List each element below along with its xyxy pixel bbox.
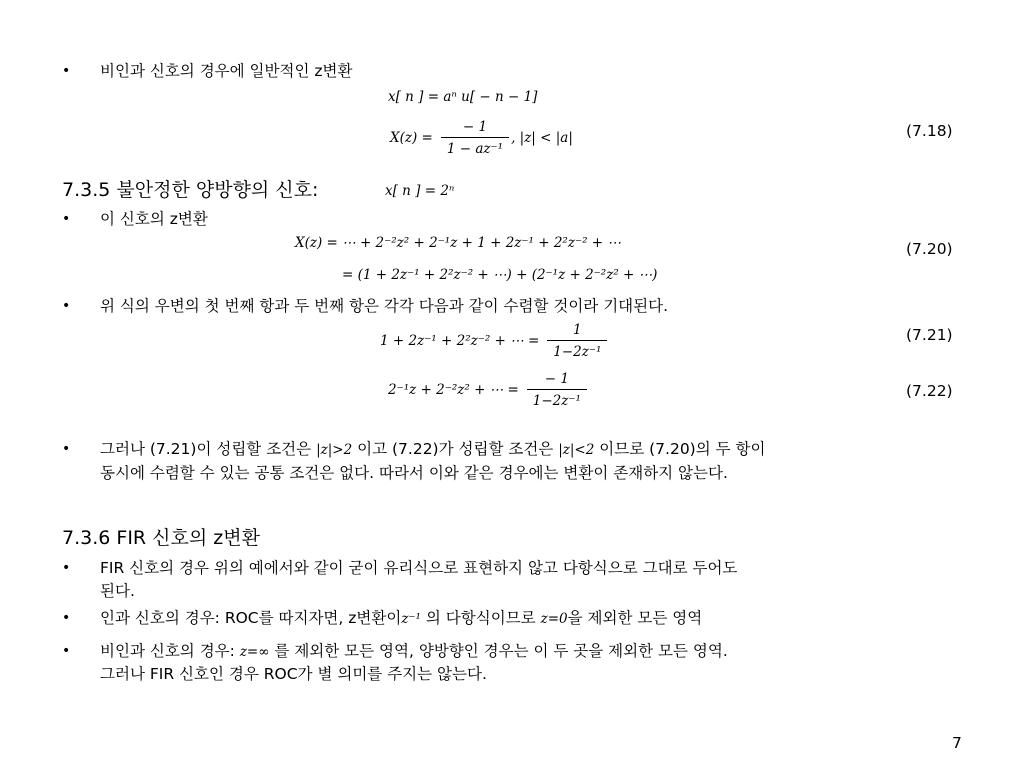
equation-7-18 <box>390 118 573 158</box>
text-part: 를 제외한 모든 영역, 양방향인 경우는 이 두 곳을 제외한 모든 영역. <box>274 642 728 660</box>
section-heading-formula: x[ n ] = 2ⁿ <box>385 183 455 199</box>
text-part: 인과 신호의 경우: ROC를 따지자면, z변환이 <box>100 609 402 627</box>
text-part: 의 다항식이므로 <box>425 609 536 627</box>
bullet-text-noncausal-roc-line2: 그러나 FIR 신호인 경우 ROC가 별 의미를 주지는 않는다. <box>100 665 487 683</box>
text-part: 비인과 신호의 경우: <box>100 642 235 660</box>
fraction <box>441 118 509 158</box>
equation-lhs: X(z) = <box>390 130 433 146</box>
math-z-inverse: z⁻¹ <box>401 611 421 627</box>
bullet-text-causal-roc <box>100 607 702 629</box>
equation-7-20-line1: X(z) = ⋯ + 2⁻²z² + 2⁻¹z + 1 + 2z⁻¹ + 2²z⁻² + ⋯ <box>295 235 621 251</box>
roc-condition: , |z| < |a| <box>511 130 573 146</box>
equation-number-7-18: (7.18) <box>906 122 953 140</box>
section-heading-7-3-5: 7.3.5 불안정한 양방향의 신호: <box>62 179 319 201</box>
text-part: 이므로 (7.20)의 두 항이 <box>599 440 766 458</box>
math-z-infinity: z=∞ <box>239 644 270 660</box>
equation-7-21 <box>380 321 607 361</box>
fraction-denominator: 1−2z⁻¹ <box>553 344 602 360</box>
fraction <box>547 321 607 361</box>
bullet-marker: • <box>62 610 71 626</box>
equation-7-22 <box>388 370 587 410</box>
bullet-text-noncausal: 비인과 신호의 경우에 일반적인 z변환 <box>100 62 353 80</box>
text-part: 이고 (7.22)가 성립할 조건은 <box>357 440 554 458</box>
fraction-denominator: 1 − az⁻¹ <box>446 141 504 157</box>
bullet-marker: • <box>62 211 71 227</box>
equation-number-7-20: (7.20) <box>906 240 953 258</box>
equation-7-20-line2: = (1 + 2z⁻¹ + 2²z⁻² + ⋯) + (2⁻¹z + 2⁻²z² + ⋯) <box>342 267 658 283</box>
bullet-marker: • <box>62 560 71 576</box>
fraction-numerator: 1 <box>547 321 607 341</box>
math-z-zero: z=0 <box>540 611 568 627</box>
bullet-marker: • <box>62 298 71 314</box>
section-heading-7-3-6: 7.3.6 FIR 신호의 z변환 <box>62 527 260 549</box>
bullet-text-no-common-roc <box>100 438 765 460</box>
page-number: 7 <box>952 734 962 752</box>
equation-number-7-21: (7.21) <box>906 326 953 344</box>
bullet-marker: • <box>62 441 71 457</box>
equation-x-n: x[ n ] = aⁿ u[ − n − 1] <box>388 89 538 105</box>
fraction <box>527 370 587 410</box>
bullet-text-convergence: 위 식의 우변의 첫 번째 항과 두 번째 항은 각각 다음과 같이 수렴할 것이라 기대된다. <box>100 297 669 315</box>
equation-lhs: 2⁻¹z + 2⁻²z² + ⋯ = <box>388 382 519 398</box>
fraction-numerator: − 1 <box>441 118 509 138</box>
bullet-text-line2: 동시에 수렴할 수 있는 공통 조건은 없다. 따라서 이와 같은 경우에는 변환이 존재하지 않는다. <box>100 464 728 482</box>
text-part: 을 제외한 모든 영역 <box>567 609 703 627</box>
fraction-numerator: − 1 <box>527 370 587 390</box>
text-part: 그러나 (7.21)이 성립할 조건은 <box>100 440 312 458</box>
condition-z-lt-2: |z|<2 <box>558 442 595 458</box>
equation-lhs: 1 + 2z⁻¹ + 2²z⁻² + ⋯ = <box>380 333 540 349</box>
bullet-text-fir-line2: 된다. <box>100 582 135 600</box>
bullet-text-transform: 이 신호의 z변환 <box>100 210 208 228</box>
equation-number-7-22: (7.22) <box>906 382 953 400</box>
bullet-text-noncausal-roc <box>100 640 728 662</box>
bullet-text-fir: FIR 신호의 경우 위의 예에서와 같이 굳이 유리식으로 표현하지 않고 다항식으로 그대로 두어도 <box>100 559 738 577</box>
fraction-denominator: 1−2z⁻¹ <box>532 393 581 409</box>
bullet-marker: • <box>62 63 71 79</box>
bullet-marker: • <box>62 643 71 659</box>
condition-z-gt-2: |z|>2 <box>316 442 353 458</box>
